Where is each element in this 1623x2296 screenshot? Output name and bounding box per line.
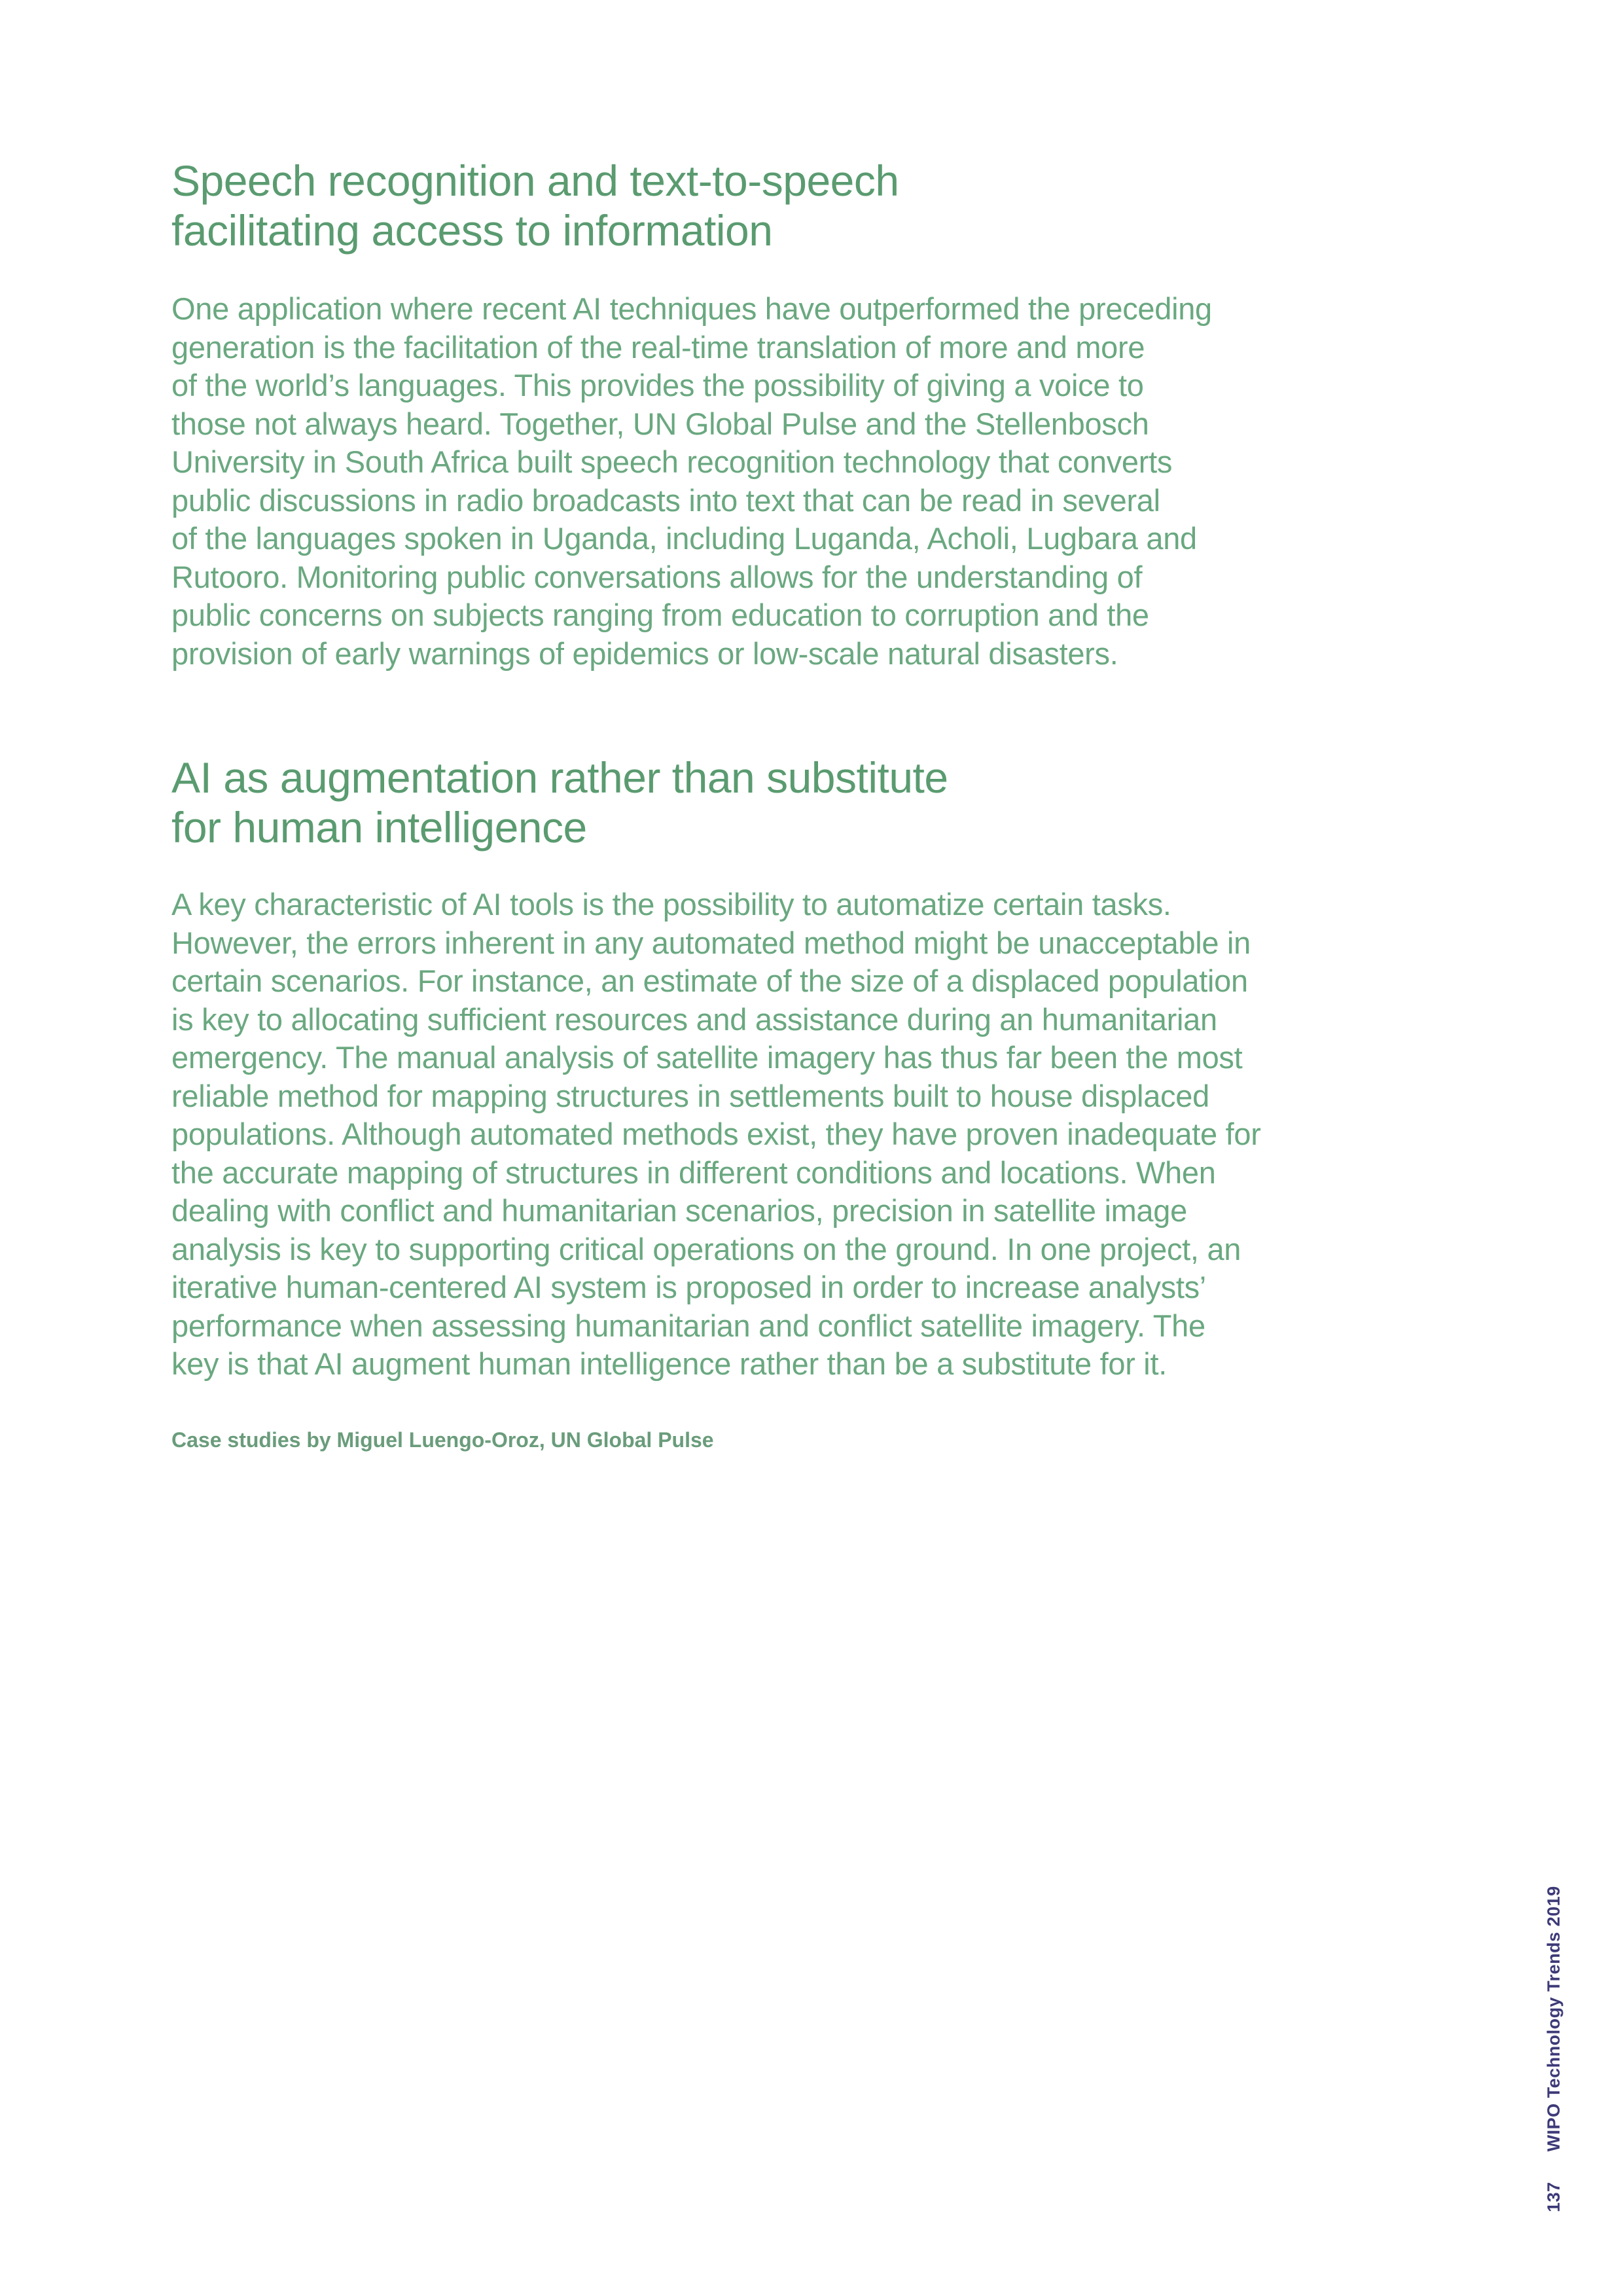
paragraph-line: provision of early warnings of epidemics or low-scale natural disasters. xyxy=(171,636,1118,671)
section-heading-speech-recognition xyxy=(171,156,899,255)
section-body-ai-augmentation xyxy=(171,886,1261,1384)
paragraph-line: of the languages spoken in Uganda, including Luganda, Acholi, Lugbara and xyxy=(171,521,1197,556)
section-body-speech-recognition xyxy=(171,290,1212,673)
paragraph-line: public concerns on subjects ranging from education to corruption and the xyxy=(171,598,1149,632)
paragraph-line: key is that AI augment human intelligence rather than be a substitute for it. xyxy=(171,1346,1167,1381)
heading-line: AI as augmentation rather than substitute xyxy=(171,753,948,802)
page-footer xyxy=(1543,1886,1564,2212)
paragraph-line: A key characteristic of AI tools is the possibility to automatize certain tasks. xyxy=(171,887,1171,922)
paragraph-line: public discussions in radio broadcasts into text that can be read in several xyxy=(171,482,1160,518)
paragraph-line: analysis is key to supporting critical operations on the ground. In one project, an xyxy=(171,1231,1241,1266)
case-study-credit: Case studies by Miguel Luengo-Oroz, UN Global Pulse xyxy=(171,1428,714,1452)
paragraph-line: Rutooro. Monitoring public conversations allows for the understanding of xyxy=(171,559,1143,594)
paragraph-line: emergency. The manual analysis of satellite imagery has thus far been the most xyxy=(171,1040,1243,1075)
paragraph-line: performance when assessing humanitarian and conflict satellite imagery. The xyxy=(171,1308,1205,1343)
paragraph-line: iterative human-centered AI system is proposed in order to increase analysts’ xyxy=(171,1270,1206,1304)
paragraph-line: those not always heard. Together, UN Global Pulse and the Stellenbosch xyxy=(171,406,1149,441)
paragraph-line: reliable method for mapping structures in settlements built to house displaced xyxy=(171,1078,1209,1113)
heading-line: facilitating access to information xyxy=(171,206,773,255)
heading-line: for human intelligence xyxy=(171,803,587,852)
publication-title: WIPO Technology Trends 2019 xyxy=(1544,1886,1563,2152)
paragraph-line: However, the errors inherent in any automated method might be unacceptable in xyxy=(171,925,1251,960)
paragraph-line: dealing with conflict and humanitarian scenarios, precision in satellite image xyxy=(171,1193,1187,1228)
paragraph-line: of the world’s languages. This provides the possibility of giving a voice to xyxy=(171,368,1144,403)
paragraph-line: University in South Africa built speech recognition technology that converts xyxy=(171,444,1173,479)
paragraph-line: generation is the facilitation of the real-time translation of more and more xyxy=(171,329,1145,365)
paragraph-line: certain scenarios. For instance, an estimate of the size of a displaced population xyxy=(171,963,1248,998)
section-heading-ai-augmentation xyxy=(171,753,948,852)
paragraph-line: the accurate mapping of structures in different conditions and locations. When xyxy=(171,1155,1216,1190)
paragraph-line: One application where recent AI techniques have outperformed the preceding xyxy=(171,291,1212,326)
paragraph-line: populations. Although automated methods exist, they have proven inadequate for xyxy=(171,1117,1261,1151)
paragraph-line: is key to allocating sufficient resources and assistance during an humanitarian xyxy=(171,1001,1217,1037)
page-number: 137 xyxy=(1544,2181,1563,2212)
heading-line: Speech recognition and text-to-speech xyxy=(171,156,899,205)
